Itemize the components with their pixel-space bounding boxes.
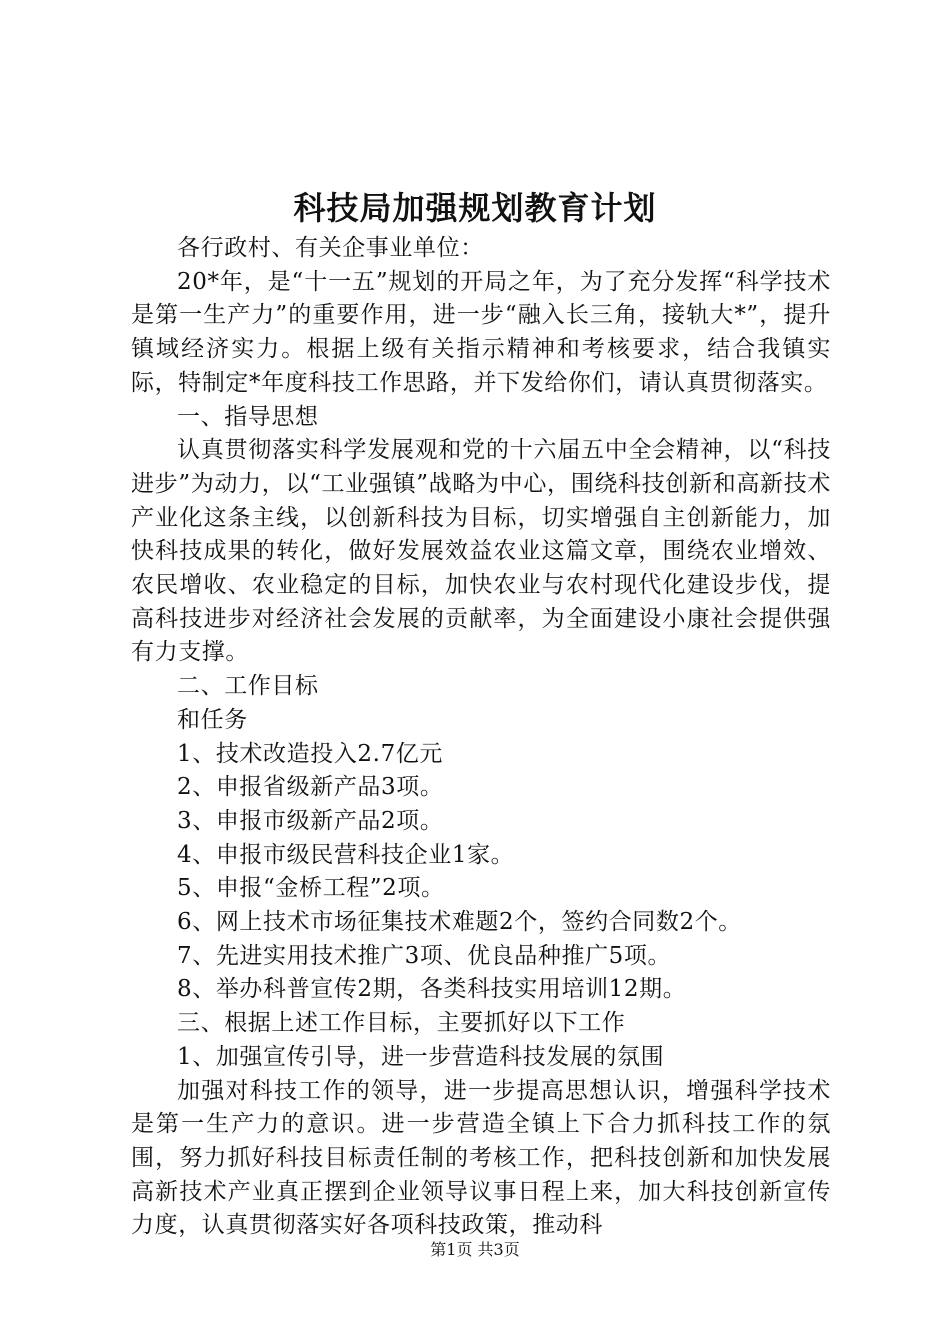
- section-heading-1: 一、指导思想: [177, 403, 319, 430]
- guiding-thought-paragraph: 认真贯彻落实科学发展观和党的十六届五中全会精神，以“科技进步”为动力，以“工业强镇”战略为中心，围绕科技创新和高新技术产业化这条主线，以创新科技为目标，切实增强自主创新能力，加快科技成果的转化，做好发展效益农业这篇文章，围绕农业增效、农民增收、农业稳定的目标，加快农业与农村现代化建设步伐，提高科技进步对经济社会发展的贡献率，为全面建设小康社会提供强有力支撑。: [131, 437, 831, 666]
- list-item: 2、申报省级新产品3项。: [177, 774, 444, 801]
- list-item: 6、网上技术市场征集技术难题2个，签约合同数2个。: [177, 909, 742, 936]
- document-body: [131, 232, 831, 1243]
- subsection-heading-1: 1、加强宣传引导，进一步营造科技发展的氛围: [177, 1043, 665, 1070]
- list-item: 5、申报“金桥工程”2项。: [177, 875, 445, 902]
- salutation: 各行政村、有关企事业单位：: [177, 235, 484, 261]
- page-footer: 第1页 共3页: [430, 1240, 520, 1259]
- intro-paragraph: 20*年，是“十一五”规划的开局之年，为了充分发挥“科学技术是第一生产力”的重要作用，进一步“融入长三角，接轨大*”，提升镇域经济实力。根据上级有关指示精神和考核要求，结合我镇实际，特制定*年度科技工作思路，并下发给你们，请认真贯彻落实。: [131, 268, 831, 396]
- section-heading-2: 二、工作目标: [177, 673, 319, 700]
- list-item: 4、申报市级民营科技企业1家。: [177, 841, 515, 868]
- list-item: 1、技术改造投入2.7亿元: [177, 740, 444, 767]
- list-item: 8、举办科普宣传2期，各类科技实用培训12期。: [177, 976, 687, 1003]
- section-heading-2-continued: 和任务: [177, 706, 248, 733]
- list-item: 7、先进实用技术推广3项、优良品种推广5项。: [177, 942, 672, 969]
- list-item: 3、申报市级新产品2项。: [177, 807, 444, 834]
- section-heading-3: 三、根据上述工作目标，主要抓好以下工作: [177, 1010, 626, 1037]
- document-title: 科技局加强规划教育计划: [293, 189, 657, 227]
- subsection-paragraph: 加强对科技工作的领导，进一步提高思想认识，增强科学技术是第一生产力的意识。进一步营造全镇上下合力抓科技工作的氛围，努力抓好科技目标责任制的考核工作，把科技创新和加快发展高新技术产业真正摆到企业领导议事日程上来，加大科技创新宣传力度，认真贯彻落实好各项科技政策，推动科: [131, 1077, 831, 1239]
